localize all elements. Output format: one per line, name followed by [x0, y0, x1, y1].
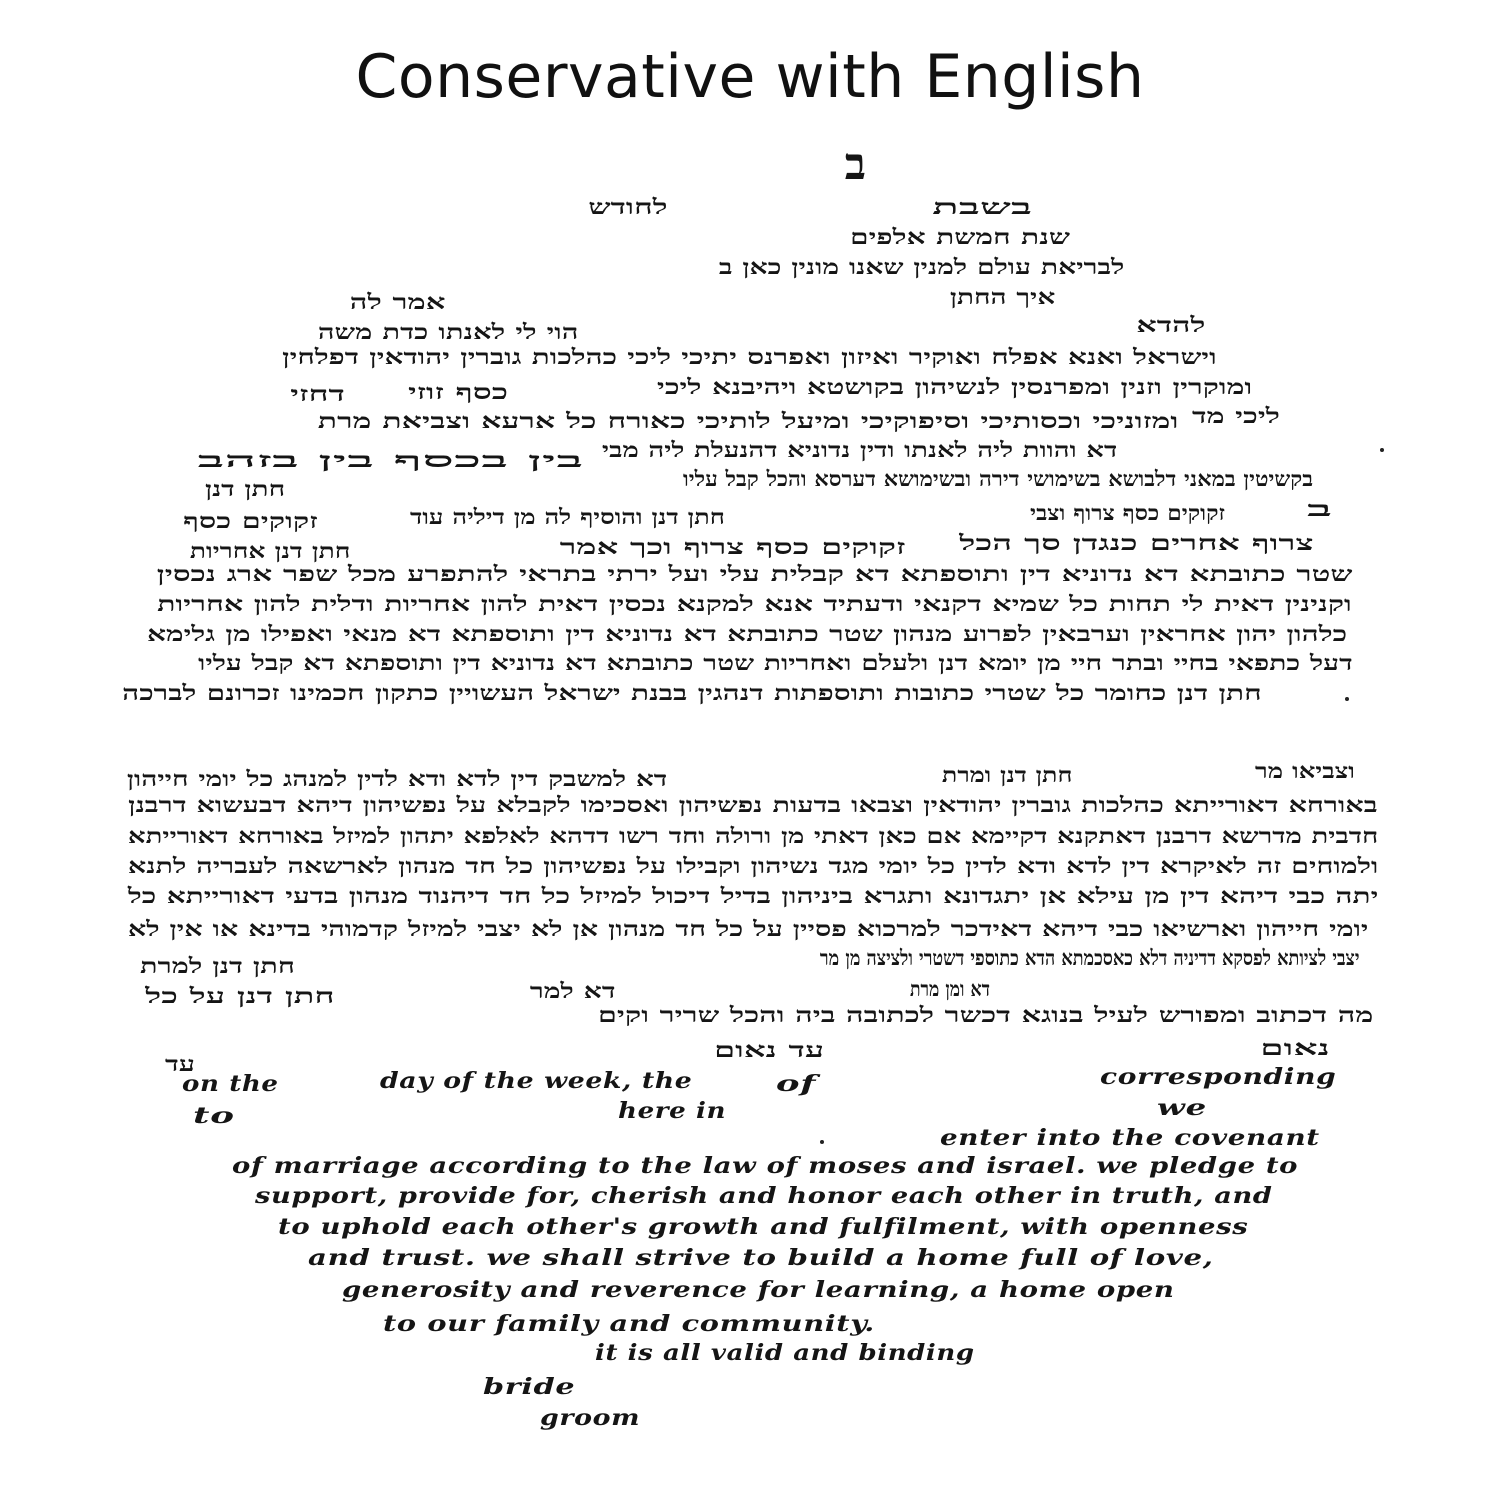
hebrew-line: וישראל ואנא אפלח ואוקיר ואיזון ואפרנס יתיכי ליכי כהלכות גוברין יהודאין דפלחין	[282, 344, 1217, 369]
hebrew-line: לחודש	[588, 194, 668, 219]
hebrew-line: אמר לה	[349, 289, 445, 314]
hebrew-line: זקוקים כסף צרוף וכך אמר	[559, 534, 905, 559]
hebrew-line: דחזי	[290, 381, 345, 406]
hebrew-line: נאום	[1260, 1035, 1330, 1060]
hebrew-line: חתן דנן	[204, 476, 285, 501]
hebrew-line: כלהון יהון אחראין וערבאין לפרוע מנהון שטר כתובתא דא נדוניא דין ותוספתא דא מנאי ואפילו מן גלימא	[146, 621, 1347, 646]
english-line: here in	[618, 1098, 727, 1124]
hebrew-line: בקשיטין במאני דלבושא בשימושי דירה ובשימושא דערסא והכל קבל עליו	[682, 466, 1313, 491]
hebrew-line: להדא	[1135, 312, 1205, 337]
english-line: it is all valid and binding	[595, 1340, 975, 1366]
hebrew-line: שטר כתובתא דא נדוניא דין ותוספתא דא קבלית עלי ועל ירתי בתראי להתפרע מכל שפר ארג נכסין	[156, 561, 1352, 586]
hebrew-line: יומי חייהון וארשיאו כבי דיהא דאידכר למרכוא פסיין על כל חד מנהון אן לא יצבי למיזל קדמוהי בדינא או אין לא	[127, 916, 1368, 941]
hebrew-header-bet: ב	[844, 139, 866, 190]
hebrew-line: בשבת	[932, 194, 1032, 219]
hebrew-line: ומוקרין וזנין ומפרנסין לנשיהון בקושטא ויהיבנא ליכי	[656, 374, 1252, 399]
hebrew-line: זקוקים כסף צרוף וצבי	[1030, 500, 1225, 525]
hebrew-line: דא ומן מרת	[910, 976, 990, 1001]
decorative-dot	[1380, 448, 1384, 452]
hebrew-line: דא למשבק דין לדא ודא לדין למנהג כל יומי חייהון	[126, 766, 667, 791]
hebrew-line: דא למר	[529, 978, 615, 1003]
hebrew-line: ומזוניכי וכסותיכי וסיפוקיכי ומיעל לותיכי כאורח כל ארעא וצביאת מרת	[317, 408, 1178, 433]
hebrew-line: מה דכתוב ומפורש לעיל בנוגא דכשר לכתובה ביה והכל שריר וקים	[597, 1002, 1373, 1027]
hebrew-line: וצביאו מר	[1255, 758, 1355, 783]
hebrew-line: לבריאת עולם למנין שאנו מונין כאן ב	[718, 254, 1124, 279]
hebrew-line: חתן דנן כחומר כל שטרי כתובות ותוספתות דנהגין בבנת ישראל העשויין כתקון חכמינו זכרונם לברכה	[122, 680, 1262, 705]
hebrew-line: זקוקים כסף	[183, 508, 318, 533]
english-line: on the	[182, 1071, 279, 1097]
hebrew-line: באורחא דאורייתא כהלכות גוברין יהודאין וצבאו בדעות נפשיהון ואסכימו לקבלא על נפשיהון דיהא דבעשוא דרבנן	[128, 792, 1378, 817]
hebrew-line: יתה כבי דיהא דין מן עילא אן יתגדונא ותגרא ביניהון בדיל דיכול למיזל כל חד דיהנוד מנהון בדעי דאורייתא כל	[127, 883, 1378, 908]
hebrew-line: עד נאום	[713, 1037, 824, 1062]
decorative-dot	[820, 1140, 824, 1144]
hebrew-line: חתן דנן והוסיף לה מן דיליה עוד	[410, 504, 725, 529]
hebrew-line: ולמוחים זה לאיקרא דין לדא ודא לדין כל יומי מגד נשיהון וקבילו על נפשיהון כל חד מנהון לארשאה לעבריה לתנא	[127, 853, 1378, 878]
hebrew-line: כסף זוזי	[408, 379, 508, 404]
english-line: to	[193, 1103, 235, 1129]
english-line: corresponding	[1100, 1064, 1337, 1090]
english-line: support, provide for, cherish and honor each other in truth, and	[255, 1183, 1273, 1209]
hebrew-line: הוי לי לאנתו כדת משה	[317, 319, 578, 344]
english-line: bride	[483, 1374, 576, 1400]
decorative-dot	[1345, 697, 1349, 701]
hebrew-line: עד	[165, 1051, 195, 1076]
hebrew-line: וקנינין דאית לי תחות כל שמיא דקנאי ודעתיד אנא למקנא נכסין דאית להון אחריות ודלית להון אחריות	[157, 591, 1352, 616]
hebrew-line: חדבית מדרשא דרבנן דאתקנא דקיימא אם כאן דאתי מן ורולה וחד רשו דדהא לאלפא יתהון למיזל באורחא דאורייתא	[127, 823, 1378, 848]
english-line: groom	[540, 1405, 641, 1431]
hebrew-line: חתן דנן אחריות	[189, 538, 350, 563]
english-line: to uphold each other's growth and fulfilment, with openness	[278, 1214, 1249, 1240]
hebrew-line: שנת חמשת אלפים	[849, 224, 1070, 249]
english-line: to our family and community.	[383, 1311, 875, 1337]
hebrew-line: דעל כתפאי בחיי ובתר חיי מן יומא דנן ולעלם ואחריות שטר כתובתא דא נדוניא דין ותוספתא דא קבל עליו	[198, 650, 1353, 675]
english-line: of marriage according to the law of moses and israel. we pledge to	[232, 1153, 1299, 1179]
hebrew-line: חתן דנן ומרת	[941, 762, 1072, 787]
hebrew-line: דא והוות ליה לאנתו ודין נדוניא דהנעלת ליה מבי	[601, 437, 1117, 462]
english-line: enter into the covenant	[940, 1125, 1320, 1151]
hebrew-line: חתן דנן על כל	[145, 983, 335, 1008]
hebrew-line: חתן דנן למרת	[140, 953, 295, 978]
english-line: we	[1157, 1095, 1207, 1121]
english-line: day of the week, the	[380, 1068, 693, 1094]
hebrew-line: ב	[1306, 496, 1332, 521]
hebrew-line: יצבי לציותא לפסקא דדיניה דלא כאסכמתא הדא כתוספי דשטרי ולציצה מן מר	[820, 945, 1360, 970]
hebrew-line: ליכי מד	[1192, 403, 1280, 428]
english-line: and trust. we shall strive to build a home full of love,	[308, 1245, 1214, 1271]
hebrew-line: איך החתן	[949, 284, 1055, 309]
english-line: of	[776, 1071, 817, 1097]
english-line: generosity and reverence for learning, a home open	[342, 1277, 1175, 1303]
hebrew-line: צרוף אחרים כנגדן סך הכל	[959, 530, 1314, 555]
page-title: Conservative with English	[355, 42, 1145, 112]
hebrew-line: בין בכסף בין בזהב	[197, 447, 583, 472]
